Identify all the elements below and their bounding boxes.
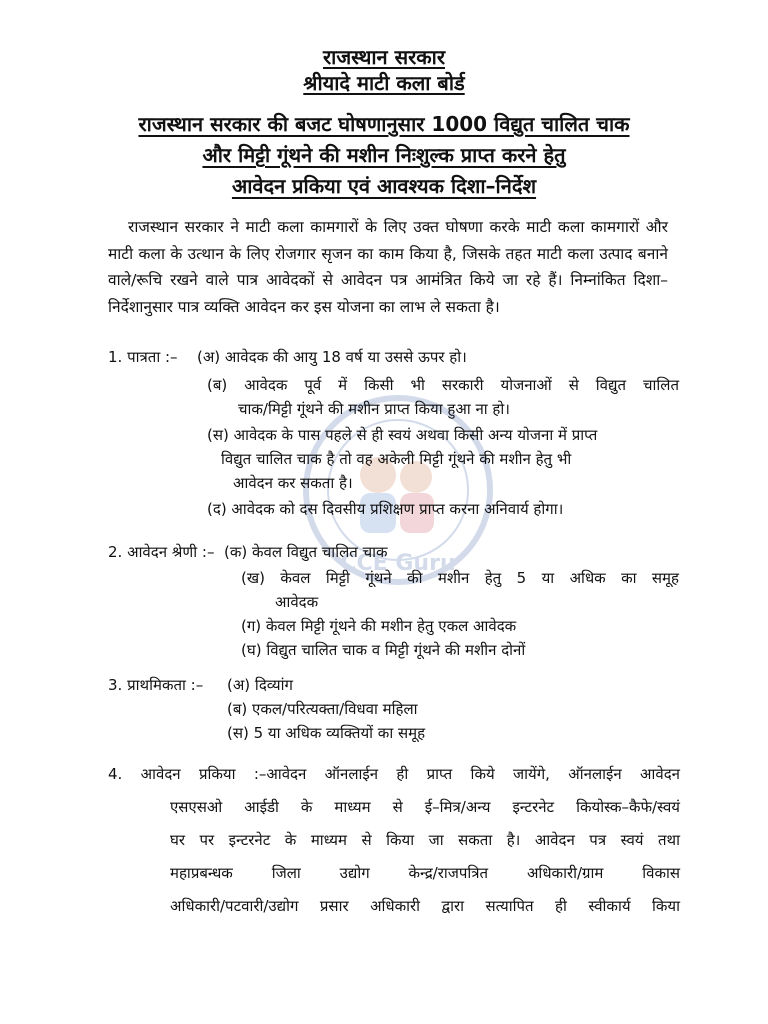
eligibility-item-b-line2: चाक/मिट्टी गूंथने की मशीन प्राप्त किया हुआ ना हो। — [238, 400, 510, 418]
process-line-4: महाप्रबन्धक जिला उद्योग केन्द्र/राजपत्रित अधिकारी/ग्राम विकास — [170, 864, 680, 882]
eligibility-item-c-line2: विद्युत चालित चाक है तो वह अकेली मिट्टी गूंथने की मशीन हेतु भी — [221, 450, 572, 468]
priority-heading: 3. प्राथमिकता :– — [108, 676, 204, 694]
category-item-kh-line1: (ख) केवल मिट्टी गूंथने की मशीन हेतु 5 या अधिक का समूह — [241, 569, 679, 587]
process-line-1: 4. आवेदन प्रकिया :–आवेदन ऑनलाईन ही प्राप्त किये जायेंगे, ऑनलाईन आवेदन — [108, 765, 680, 783]
eligibility-item-c-line3: आवेदन कर सकता है। — [233, 474, 353, 492]
eligibility-item-b-line1: (ब) आवेदक पूर्व में किसी भी सरकारी योजनाओं से विद्युत चालित — [207, 376, 679, 394]
process-line-2: एसएसओ आईडी के माध्यम से ई–मित्र/अन्य इन्टरनेट कियोस्क–कैफे/स्वयं — [170, 798, 680, 816]
category-item-kh-line2: आवेदक — [275, 593, 319, 611]
category-item-gh: (घ) विद्युत चालित चाक व मिट्टी गूंथने की मशीन दोनों — [241, 641, 526, 659]
title-line-1: राजस्थान सरकार की बजट घोषणानुसार 1000 विद्युत चालित चाक — [138, 112, 630, 136]
title-line-3: आवेदन प्रकिया एवं आवश्यक दिशा–निर्देश — [231, 174, 537, 198]
process-line-5: अधिकारी/पटवारी/उद्योग प्रसार अधिकारी द्वारा सत्यापित ही स्वीकार्य किया — [170, 897, 680, 915]
priority-item-b: (ब) एकल/परित्यक्ता/विधवा महिला — [227, 700, 418, 718]
eligibility-item-c-line1: (स) आवेदक के पास पहले से ही स्वयं अथवा किसी अन्य योजना में प्राप्त — [207, 426, 598, 444]
category-heading: 2. आवेदन श्रेणी :– — [108, 543, 215, 561]
eligibility-heading: 1. पात्रता :– — [108, 348, 178, 366]
process-line-3: घर पर इन्टरनेट के माध्यम से किया जा सकता है। आवेदन पत्र स्वयं तथा — [170, 831, 680, 849]
intro-paragraph: राजस्थान सरकार ने माटी कला कामगारों के लिए उक्त घोषणा करके माटी कला कामगारों और माटी कला के उत्थान के लिए रोजगार सृजन का काम किया है, जिसके तहत माटी कला उत्पाद बनाने वाले/रूचि रखने वाले पात्र आवेदकों से आवेदन पत्र आमंत्रित किये जा रहे हैं। निम्नांकित दिशा–निर्देशानुसार पात्र व्यक्ति आवेदन कर इस योजना का लाभ ले सकता है। — [108, 218, 668, 316]
header-govt: राजस्थान सरकार — [322, 45, 446, 69]
eligibility-item-a: (अ) आवेदक की आयु 18 वर्ष या उससे ऊपर हो। — [197, 348, 467, 366]
priority-item-a: (अ) दिव्यांग — [227, 676, 293, 694]
watermark-text: CCE Guru — [340, 551, 456, 576]
title-line-2: और मिट्टी गूंथने की मशीन निःशुल्क प्राप्त करने हेतु — [202, 143, 566, 167]
eligibility-item-d: (द) आवेदक को दस दिवसीय प्रशिक्षण प्राप्त करना अनिवार्य होगा। — [207, 500, 564, 518]
priority-item-c: (स) 5 या अधिक व्यक्तियों का समूह — [227, 724, 426, 742]
category-item-g: (ग) केवल मिट्टी गूंथने की मशीन हेतु एकल आवेदक — [241, 617, 517, 635]
category-item-k: (क) केवल विद्युत चालित चाक — [224, 543, 388, 561]
header-board: श्रीयादे माटी कला बोर्ड — [303, 71, 465, 95]
